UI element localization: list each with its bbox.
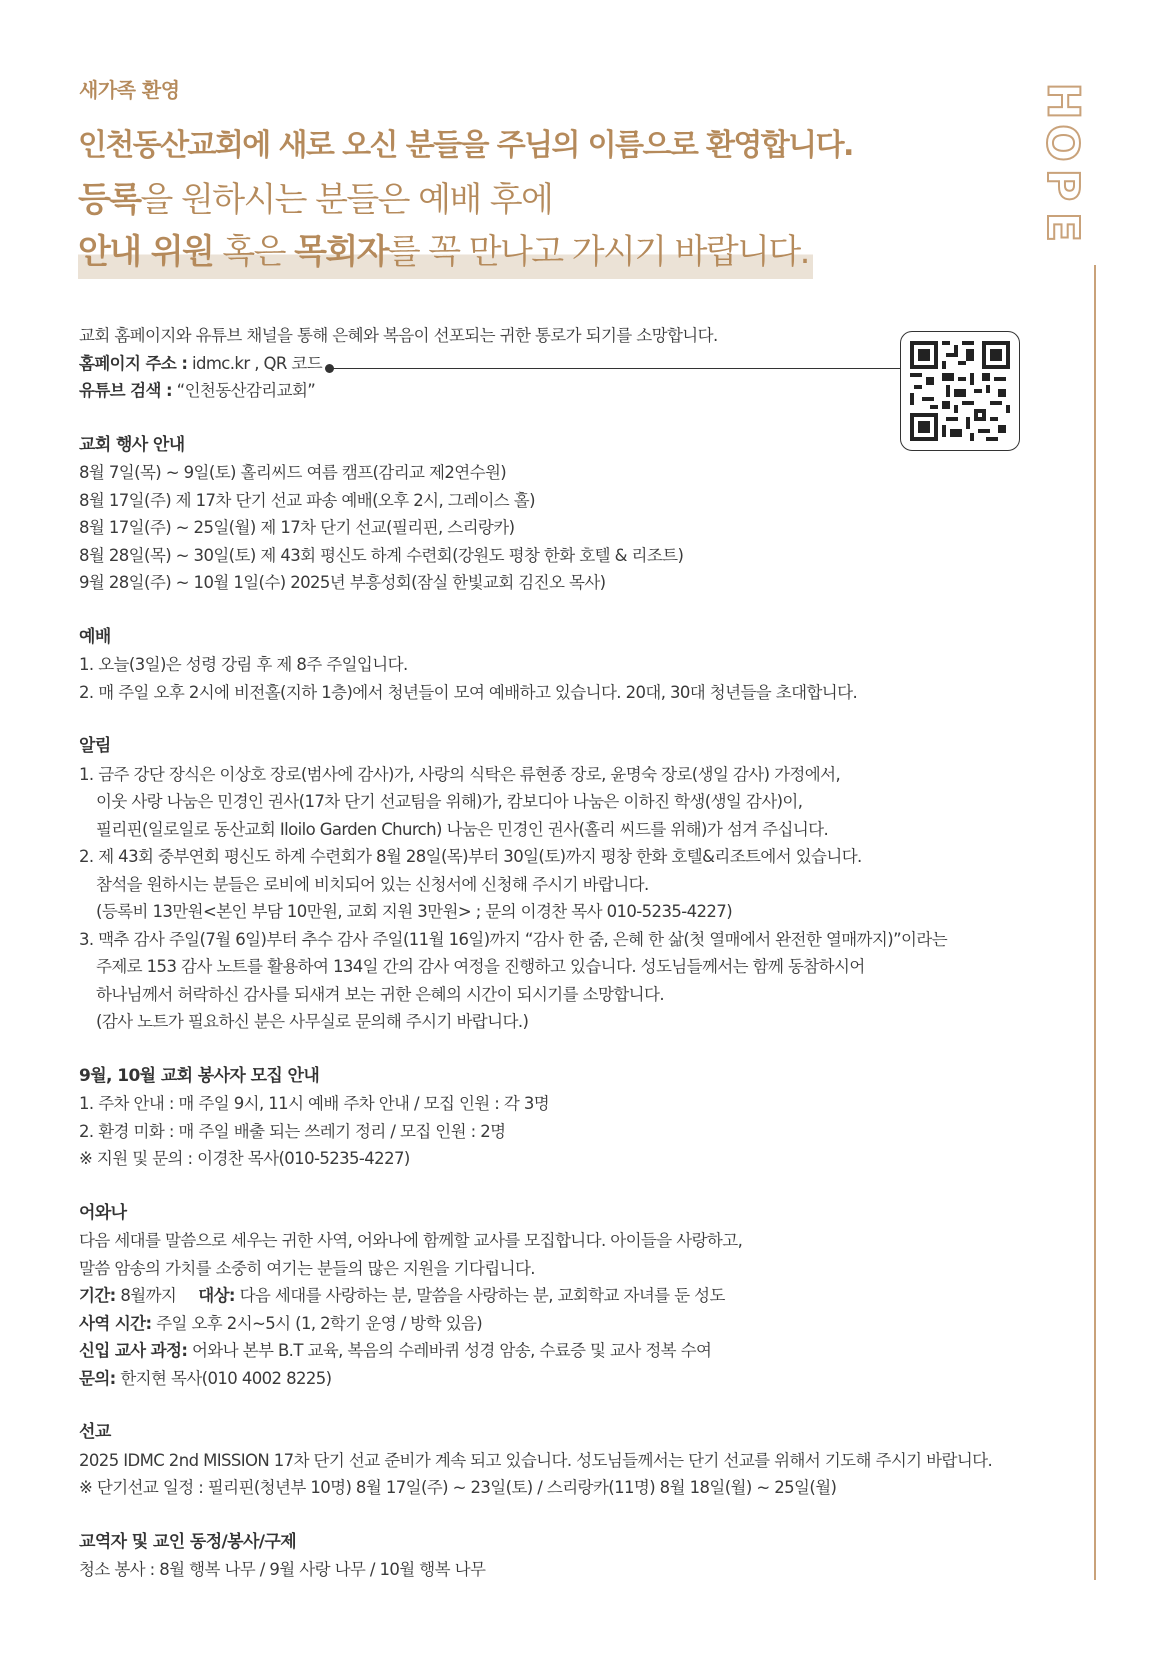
hope-side-label [1036, 80, 1088, 248]
list-item: 8월 17일(주) ~ 25일(월) 제 17차 단기 선교(필리핀, 스리랑카) [79, 518, 515, 537]
course-value: 어와나 본부 B.T 교육, 복음의 수레바퀴 성경 암송, 수료증 및 교사 정복 수여 [187, 1341, 712, 1360]
bulletin-body [79, 322, 1019, 1584]
awana-course-line [79, 1337, 1019, 1365]
events-section [79, 432, 1019, 597]
list-item-continued: 하나님께서 허락하신 감사를 되새겨 보는 귀한 은혜의 시간이 되시기를 소망합니다. [96, 984, 664, 1004]
awana-contact-line [79, 1365, 1019, 1393]
homepage-line [79, 350, 1019, 378]
list-item: 1. 오늘(3일)은 성령 강림 후 제 8주 주일입니다. [79, 655, 408, 674]
time-label: 사역 시간: [79, 1313, 152, 1333]
list-item-continued: 참석을 원하시는 분들은 로비에 비치되어 있는 신청서에 신청해 주시기 바랍니다. [96, 874, 649, 894]
welcome-line-2 [78, 172, 552, 221]
contact-value: 한지현 목사(010 4002 8225) [115, 1368, 332, 1388]
welcome-line-3-rest: 를 꼭 만나고 가시기 바랍니다. [387, 232, 809, 272]
welcome-headline: 인천동산교회에 새로 오신 분들을 주님의 이름으로 환영합니다. [78, 128, 853, 163]
welcome-line-3-mid: 혹은 [213, 232, 295, 272]
section-title: 알림 [79, 736, 111, 756]
list-item: 2025 IDMC 2nd MISSION 17차 단기 선교 준비가 계속 되고 있습니다. 성도님들께서는 단기 선교를 위해서 기도해 주시기 바랍니다. [79, 1450, 993, 1470]
list-item: 2. 매 주일 오후 2시에 비전홀(지하 1층)에서 청년들이 모여 예배하고 있습니다. 20대, 30대 청년들을 초대합니다. [79, 682, 858, 702]
homepage-link[interactable]: idmc.kr , QR 코드 [187, 353, 323, 373]
list-item-continued: 이웃 사랑 나눔은 민경인 권사(17차 단기 선교팀을 위해)가, 캄보디아 나눔은 이하진 학생(생일 감사)이, [96, 792, 803, 811]
contact-label: 문의: [79, 1368, 116, 1388]
awana-description: 말씀 암송의 가치를 소중히 여기는 분들의 많은 지원을 기다립니다. [79, 1258, 535, 1278]
section-title: 교역자 및 교인 동정/봉사/구제 [79, 1531, 297, 1552]
volunteers-section [79, 1063, 1019, 1173]
list-item: 1. 금주 강단 장식은 이상호 장로(범사에 감사)가, 사랑의 식탁은 류현종 장로, 윤명숙 장로(생일 감사) 가정에서, [79, 764, 841, 784]
time-value: 주일 오후 2시~5시 (1, 2학기 운영 / 방학 있음) [151, 1313, 483, 1333]
awana-time-line [79, 1310, 1019, 1338]
list-item: 2. 제 43회 중부연회 평신도 하계 수련회가 8월 28일(목)부터 30일(토)까지 평창 한화 호텔&리조트에서 있습니다. [79, 847, 862, 866]
awana-period-line [79, 1282, 1019, 1310]
youtube-search-term: “인천동산감리교회” [171, 381, 316, 400]
list-item: 3. 맥추 감사 주일(7월 6일)부터 추수 감사 주일(11월 16일)까지 “감사 한 줌, 은혜 한 삶(첫 열매에서 완전한 열매까지)”이라는 [79, 929, 948, 949]
welcome-line-3 [78, 224, 813, 279]
hope-letter: O [1037, 124, 1088, 162]
list-item: 2. 환경 미화 : 매 주일 배출 되는 쓰레기 정리 / 모집 인원 : 2명 [79, 1121, 506, 1141]
list-item: ※ 단기선교 일정 : 필리핀(청년부 10명) 8월 17일(주) ~ 23일(토) / 스리랑카(11명) 8월 18일(월) ~ 25일(월) [79, 1478, 837, 1497]
list-item: 청소 봉사 : 8월 행복 나무 / 9월 사랑 나무 / 10월 행복 나무 [79, 1560, 486, 1579]
list-item: 8월 17일(주) 제 17차 단기 선교 파송 예배(오후 2시, 그레이스 홀) [79, 490, 535, 510]
list-item: 1. 주차 안내 : 매 주일 9시, 11시 예배 주차 안내 / 모집 인원 : 각 3명 [79, 1094, 550, 1113]
section-kicker: 새가족 환영 [79, 78, 180, 102]
homepage-label: 홈페이지 주소 : [79, 353, 188, 373]
pastor-word: 목회자 [294, 232, 388, 272]
period-label: 기간: [79, 1286, 116, 1305]
list-item-continued: 필리핀(일로일로 동산교회 Iloilo Garden Church) 나눔은 민경인 권사(홀리 씨드를 위해)가 섬겨 주십니다. [96, 819, 829, 839]
awana-description: 다음 세대를 말씀으로 세우는 귀한 사역, 어와나에 함께할 교사를 모집합니다. 아이들을 사랑하고, [79, 1231, 743, 1250]
hope-letter: H [1036, 82, 1088, 120]
list-item: 8월 7일(목) ~ 9일(토) 홀리씨드 여름 캠프(감리교 제2연수원) [79, 463, 507, 482]
usher-word: 안내 위원 [78, 232, 214, 272]
welcome-line-2-rest: 을 원하시는 분들은 예배 후에 [140, 180, 553, 220]
notices-section [79, 733, 1019, 1036]
list-item-continued: 주제로 153 감사 노트를 활용하여 134일 간의 감사 여정을 진행하고 있습니다. 성도님들께서는 함께 동참하시어 [96, 957, 865, 976]
section-title: 예배 [79, 626, 111, 647]
youtube-label: 유튜브 검색 : [79, 381, 172, 400]
section-title: 9월, 10월 교회 봉사자 모집 안내 [79, 1065, 320, 1086]
worship-section [79, 624, 1019, 707]
hope-letter: P [1037, 168, 1088, 202]
list-item: ※ 지원 및 문의 : 이경찬 목사(010-5235-4227) [79, 1149, 410, 1168]
list-item: 8월 28일(목) ~ 30일(토) 제 43회 평신도 하계 수련회(강원도 평창 한화 호텔 & 리조트) [79, 545, 684, 565]
course-label: 신입 교사 과정: [79, 1341, 188, 1360]
side-divider [1094, 265, 1096, 1580]
list-item-continued: (감사 노트가 필요하신 분은 사무실로 문의해 주시기 바랍니다.) [96, 1012, 529, 1031]
news-section [79, 1529, 1019, 1584]
period-value: 8월까지 [115, 1286, 177, 1305]
hope-letter: E [1037, 211, 1088, 243]
awana-section [79, 1200, 1019, 1393]
target-label: 대상: [198, 1286, 235, 1305]
mission-section [79, 1419, 1019, 1502]
youtube-line [79, 377, 1019, 405]
section-title: 교회 행사 안내 [79, 434, 185, 455]
intro-text: 교회 홈페이지와 유튜브 채널을 통해 은혜와 복음이 선포되는 귀한 통로가 되기를 소망합니다. [79, 326, 718, 345]
section-title: 어와나 [79, 1202, 127, 1223]
target-value: 다음 세대를 사랑하는 분, 말씀을 사랑하는 분, 교회학교 자녀를 둔 성도 [234, 1286, 725, 1305]
list-item: 9월 28일(주) ~ 10월 1일(수) 2025년 부흥성회(잠실 한빛교회 김진오 목사) [79, 573, 606, 592]
section-title: 선교 [79, 1422, 111, 1442]
list-item-continued: (등록비 13만원<본인 부담 10만원, 교회 지원 3만원> ; 문의 이경찬 목사 010-5235-4227) [96, 902, 733, 921]
register-word: 등록 [78, 180, 141, 220]
